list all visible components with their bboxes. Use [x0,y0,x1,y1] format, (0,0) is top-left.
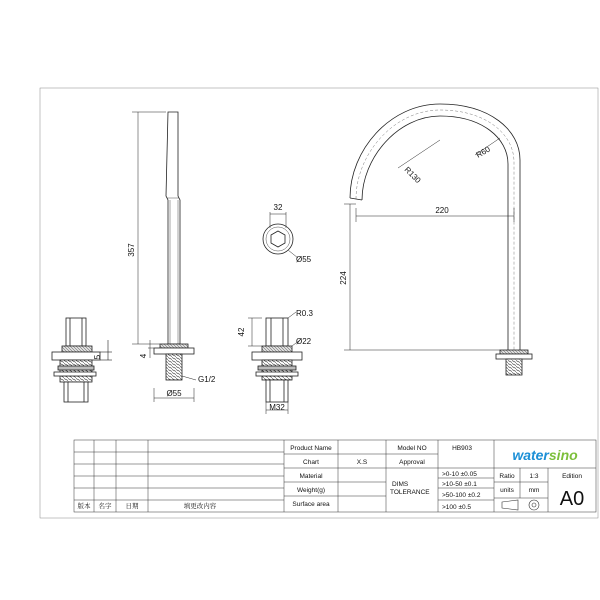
rev-col-version: 版本 [77,502,91,510]
product-name-label: Product Name [290,445,332,452]
brand-logo [512,447,578,463]
weight-label: Weight(g) [296,487,326,494]
curved-spout-dimension-lines [344,138,514,350]
dim-m32: M32 [269,403,285,412]
model-no-value: HB903 [452,445,472,452]
curved-spout [350,104,532,375]
dim-r03: R0.3 [296,309,313,318]
rev-col-name: 名字 [98,502,112,510]
dim-h42: 42 [237,327,246,337]
dim-left-5: 5 [93,354,102,360]
tolerance-label: TOLERANCE [390,489,430,496]
rev-col-date: 日期 [125,502,139,510]
brand-logo-suffix: sino [548,447,578,463]
model-no-label: Model NO [397,445,427,452]
dim-hex-32: 32 [273,203,283,212]
dim-r60: R60 [474,144,492,160]
approval-label: Approval [399,459,425,466]
spout-side-view [154,112,194,380]
dim-d22: Ø22 [296,337,312,346]
tolerance-row: >10-50 ±0.1 [442,481,477,488]
dim-hex-d55: Ø55 [296,255,312,264]
tolerance-row: >0-10 ±0.05 [442,471,477,478]
dim-g12: G1/2 [198,375,216,384]
material-label: Material [299,473,323,480]
tolerance-row: >100 ±0.5 [442,504,472,511]
chart-value: X.S [356,459,368,466]
dims-label: DIMS [392,481,409,488]
brand-logo-prefix: water [512,447,549,463]
surface-area-label: Surface area [292,501,330,508]
ratio-value: 1:3 [529,473,539,480]
edition-label: Edition [562,473,582,480]
hex-cap-top-view [263,224,293,254]
rev-col-content: 填更改内容 [183,502,217,510]
projection-symbol-icon [502,500,539,510]
dim-left-4: 4 [139,353,148,359]
chart-label: Chart [303,459,319,466]
ratio-label: Ratio [499,473,515,480]
tolerance-row: >50-100 ±0.2 [442,492,481,499]
dim-r130: R130 [402,165,423,185]
units-value: mm [528,487,540,494]
dim-spout-d55: Ø55 [166,389,182,398]
units-label: units [500,487,514,494]
dim-spout-220: 220 [435,206,449,215]
edition-value: A0 [559,488,585,510]
dim-spout-357: 357 [127,243,136,257]
middle-valve-body [252,318,302,402]
dim-spout-224: 224 [339,271,348,285]
